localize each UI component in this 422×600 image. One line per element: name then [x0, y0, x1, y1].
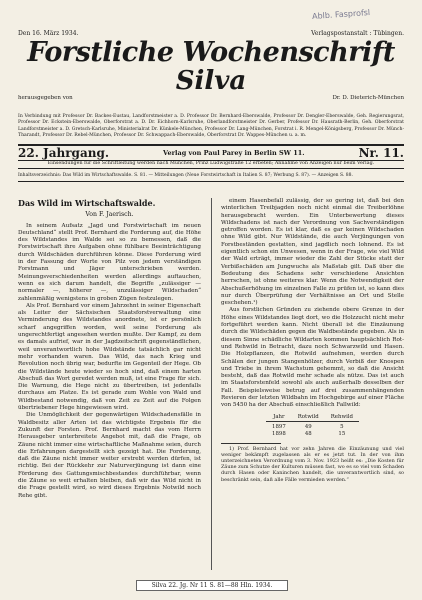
paragraph: In seinem Aufsatz „Jagd und Forstwirtschaft im neuen Deutschland“ stellt Prof. Bernhard die Forderung auf, die Höhe des Wildstandes im Walde sei so zu bemessen, daß die Forstwirtschaft ihre Aufgaben ohne fühlbare Beeinträchtigung durch Wildschäden durchführen könne. Diese Forderung wird in der Fassung der Worte von Pilz von jedem verständigen Forstmann und Jäger unterschrieben werden. Meinungsverschiedenheiten werden allerdings auftauchen, wenn es sich darum handelt, die Begriffe „zulässiger — normaler —, höherer —, unzulässiger Wildschaden“ zahlenmäßig wenigstens in groben Zügen festzulegen. [18, 222, 201, 302]
volume-year: 22. Jahrgang. [18, 146, 110, 160]
volume-bar [18, 144, 404, 161]
editor-name: Dr. D. Dieterich-München [332, 95, 404, 101]
table-header-cell: Jahr [273, 413, 285, 420]
table-cell: 1897 [272, 423, 286, 430]
footnote: 1) Prof. Bernhard hat vor zehn Jahren die Einzäunung und viel weniger bekämpft zugelassen als er es jetzt tut. In der von ihm unterzeichneten Verordnung vom 3. Nov. 1923 heißt es: „Die Kosten für Zäune zum Schutze der Kulturen müssen fast, wo es so viel vom Schaden durch Hasen oder Kaninchen handelt, die unverantwortlich sind, so beschränkt sein, daß alle Fälle vermieden werden.“ [221, 445, 404, 483]
paragraph: Aus forstlichen Gründen zu ziehende obere Grenze in der Höhe eines Wildstandes liegt dort, wo die Holzzucht nicht mehr fortgeführt werden kann. Nicht überall ist die Einzäunung durch die Wildschäden gegen die Waldbestände gegeben. Als in diesem Sinne schädliche Wildarten kommen hauptsächlich Rot- und Rehwild in Betracht, dazu noch Schwarzwild und Hasen. Die Holzpflanzen, die Rotwild aufnehmen, werden durch Schälen der jungen Stangenhölzer, durch Verbiß der Knospen und Triebe in ihrem Wachstum gehemmt, so daß die Ansicht besteht, daß das Rotwild mehr schade als nütze. Das ist auch im Staatsforstenfeld sowohl als auch außerhalb desselben der Fall. Beispielsweise betrug auf drei zusammenhängenden Revieren der letzten Wildbahn im Hochgebirge auf einer Fläche von 5450 ha der Abschuß einschließlich Fallwild: [221, 307, 404, 409]
publisher-name: Verlag von Paul Parey in Berlin SW 11. [163, 149, 305, 157]
table-cell: 48 [304, 431, 312, 438]
masthead [18, 38, 404, 94]
article-column-left [18, 198, 201, 500]
table-row [266, 431, 359, 438]
culling-table [266, 414, 359, 439]
journal-page [18, 0, 404, 600]
article-column-right [221, 198, 404, 483]
table-of-contents: Inhaltsverzeichnis: Das Wild im Wirtschaftswalde. S. 81. — Mitteilungen (Neue Forstwirtschaft in Italien S. 87; Werbung S. 87). — Anzeigen S. 88. [18, 173, 404, 182]
column-divider [211, 198, 212, 570]
issue-number: Nr. 11. [358, 146, 404, 160]
footnote-rule [221, 443, 281, 444]
table-cell: 49 [304, 423, 312, 430]
table-header-cell: Rotwild [297, 413, 319, 420]
collaborators-list: In Verbindung mit Professor Dr. Backes-Eustau, Landforstmeister a. D. Professor Dr. Bernhard-Eberswalde, Professor Dr. Dengler-Eberswalde, Geh. Regierungsrat, Professor Dr. Eckstein-Eberswalde, Oberforstrat a. D. Dr. Eichhorn-Karlsruhe, Oberlandforstmeister Dr. Gerber, Professor Dr. Hausrath-Berlin, Geh. Oberforstrat Landforstmeister a. D. Gretsch-Karlsruhe, Ministerialrat Dr. Künkele-München, Professor Dr. Lang-München, Forstrat i. R. Mengel-Königsberg, Professor Dr. Münch-Tharandt, Professor Dr. Rebel-München, Professor Dr. Schwappach-Eberswalde, Oberforstrat Dr. Wappes-München u. a. m. [18, 114, 404, 138]
editors-line [18, 95, 404, 101]
table-cell: 1898 [272, 431, 286, 438]
archive-stamp: Ablb. Fasprofsl [311, 7, 371, 22]
article-title: Das Wild im Wirtschaftswalde. [18, 198, 156, 208]
editors-label: herausgegeben von [18, 95, 73, 101]
masthead-subtitle: Silva [175, 66, 247, 96]
masthead-title: Forstliche Wochenschrift [27, 37, 395, 68]
submission-note: Einsendungen für die Schriftleitung werden nach München, Prinz Ludwigstraße 12 erbeten; Annahme von Anzeigen nur beim Verlag. [18, 161, 404, 169]
issue-date: Den 16. März 1934. [18, 30, 79, 37]
table-header-cell: Rehwild [330, 413, 353, 420]
publisher-place: Verlagspostanstalt : Tübingen. [311, 30, 404, 37]
paragraph: Die Unmöglichkeit der gegenwärtigen Wildschadensfälle in Waldbesitz aller Arten ist das wichtigste Ergebnis für die Zukunft der Forsten. Prof. Bernhard macht das vom Herrn Herausgeber unterbreitete Angebot mit, daß die Frage, ob Zäune nicht immer eine wirtschaftliche Maßnahme seien, durch die Erfahrungen dargestellt sich gezeigt hat. Die Forderung, daß die Zäune nicht immer weiter erstrebt werden dürfen, ist richtig. Bei der Rückkehr zur Naturverjüngung ist dann eine Förderung des Gattungsmischbestandes durchführbar, wenn die Zäune so weit erhalten bleiben, daß wir das Wild nicht in die Frage gestellt wird, so wird dieses Ergebnis Notwild noch Rehe gibt. [18, 412, 201, 499]
header-row [18, 30, 404, 37]
paragraph: einem Hasenbefall zulässig, der so gering ist, daß bei den winterlichen Treibjagden noch nicht einmal die Treiberlöhne herausgebracht werden. Ein Unterbewertung dieses Wildschadens ist nach der Verordnung von Sachverständigen getroffen worden. Es ist klar, daß es gar keinen Wildschaden ohne Wild gibt. Nur Wildstände, die auch Verjüngungen von Forstbeständen gestatten, sind jagdlich noch lohnend. Es ist eigentlich schon ein Unwesen, wenn in der Frage, wie viel Wild der Wald erträgt, immer wieder die Zahl der Stücke statt der Verbißschäden am Jungwuchs als Maßstab gilt. Daß über die Bedeutung des Schadens sehr verschiedene Ansichten herrschen, ist ohne weiteres klar. Wenn die Notwendigkeit der Abschußerhöhung im einzelnen Falle zu prüfen ist, so kann dies nur durch Überprüfung der Verhältnisse an Ort und Stelle geschehen.¹) [221, 198, 404, 307]
paragraph: Als Prof. Bernhard vor einem Jahrzehnt in seiner Eigenschaft als Leiter der Sächsischen Staatsforstverwaltung eine Verminderung des Wildstandes anordnete, ist er persönlich scharf angegriffen worden, weil seine Forderung als ungerechtfertigt angesehen werden mußte. Der Kampf, zu dem es damals aufrief, war in der Jagdzeitschrift gegenständlichen, weil unverantwortlich hohe Wildstände tatsächlich gar nicht mehr vorhanden waren. Das Wild, das nach Krieg und Revolution noch übrig war, bedurfte im Gegenteil der Hege. Ob die Wildstände heute wieder so hoch sind, daß einem harten Abschuß das Wort geredet werden muß, ist eine Frage für sich. Die Warnung, die Hege nicht zu übertreiben, ist jedenfalls durchaus am Platze. Es ist gerade zum Wohle von Wald und Wildbestand notwendig, daß von Zeit zu Zeit auf die Folgen übertriebener Hege hingewiesen wird. [18, 302, 201, 412]
table-row [266, 424, 359, 431]
article-author: Von F. Jaerisch. [85, 211, 134, 219]
citation-label: Silva 22. Jg. Nr 11 S. 81—88 Hln. 1934. [136, 580, 288, 591]
table-cell: 5 [340, 423, 344, 430]
table-header-row [266, 414, 359, 422]
table-cell: 15 [338, 431, 346, 438]
